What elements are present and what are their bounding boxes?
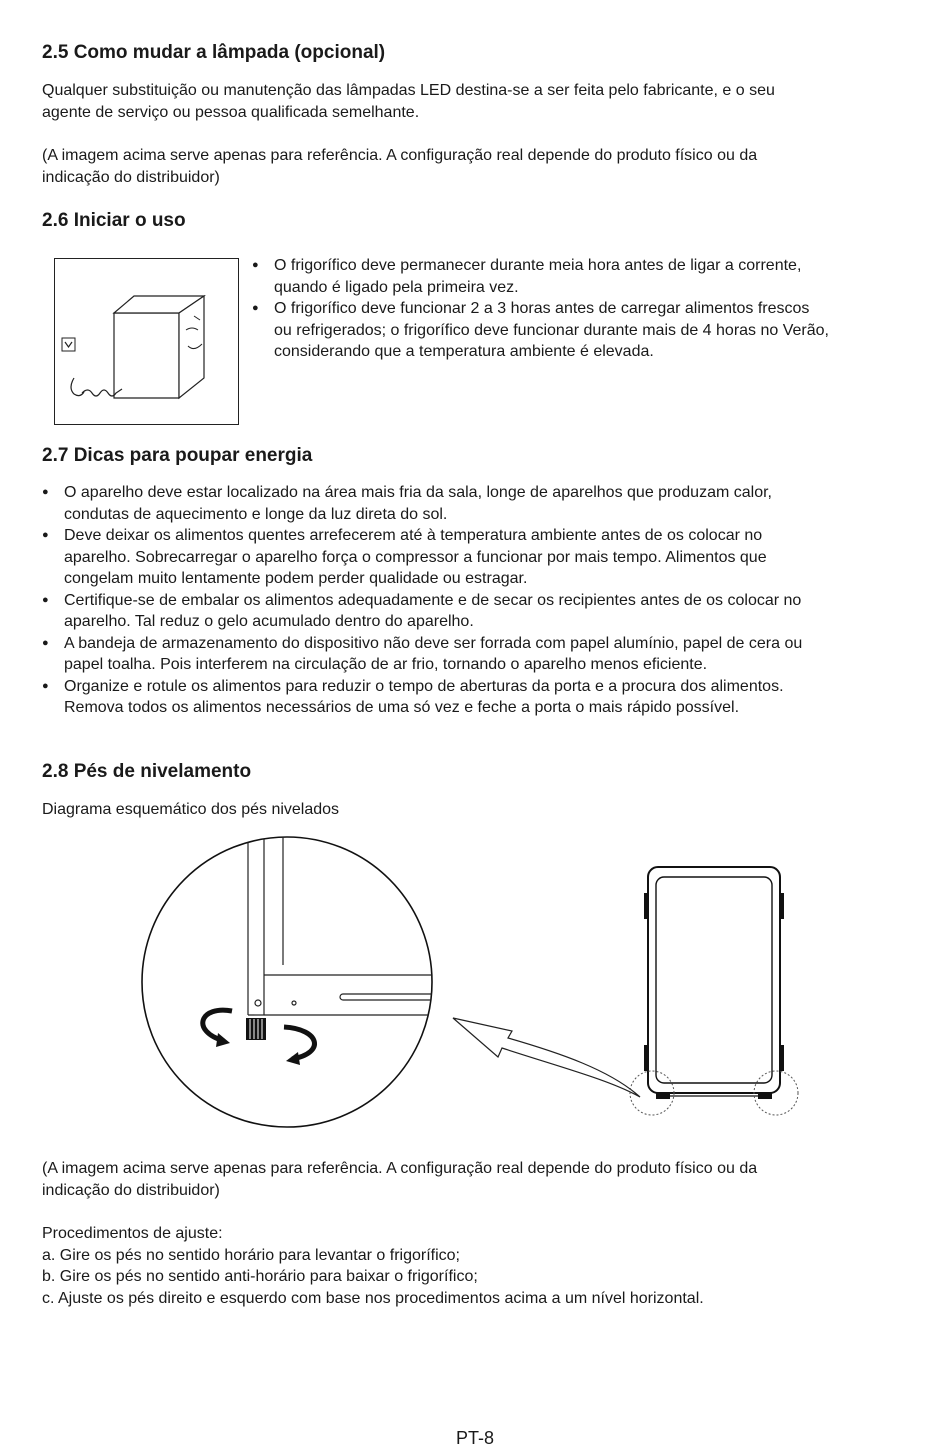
diagram-caption: Diagrama esquemático dos pés nivelados	[42, 801, 340, 818]
energy-tips-list	[42, 482, 922, 719]
text-line: (A imagem acima serve apenas para referência. A configuração real depende do produto físico ou da	[42, 147, 758, 164]
text-line: ● O frigorífico deve funcionar 2 a 3 horas antes de carregar alimentos frescos	[274, 300, 810, 317]
text-line: congelam muito lentamente podem perder qualidade ou estragar.	[64, 570, 528, 587]
procedure-step: c. Ajuste os pés direito e esquerdo com base nos procedimentos acima a um nível horizontal.	[42, 1289, 704, 1307]
text-line: Remova todos os alimentos necessários de uma só vez e feche a porta o mais rápido possível.	[64, 699, 740, 716]
text-line: indicação do distribuidor)	[42, 1181, 220, 1199]
page-number: PT-8	[455, 1428, 494, 1448]
section-2-6-heading: 2.6 Iniciar o uso	[42, 210, 186, 231]
text-line: ● O aparelho deve estar localizado na área mais fria da sala, longe de aparelhos que produzam calor,	[64, 484, 772, 501]
procedure-step: a. Gire os pés no sentido horário para levantar o frigorífico;	[42, 1246, 460, 1264]
list-item	[42, 633, 922, 676]
list-item	[42, 676, 922, 719]
leveling-feet-diagram	[140, 835, 820, 1130]
list-item	[42, 590, 922, 633]
list-item	[252, 255, 912, 298]
reference-note	[42, 1158, 902, 1201]
text-line: Qualquer substituição ou manutenção das lâmpadas LED destina-se a ser feita pelo fabricante, e o seu	[42, 82, 775, 99]
section-2-5-text	[42, 80, 902, 123]
procedures-title: Procedimentos de ajuste:	[42, 1225, 223, 1242]
text-line: aparelho. Tal reduz o gelo acumulado dentro do aparelho.	[64, 613, 474, 630]
text-line: (A imagem acima serve apenas para referência. A configuração real depende do produto físico ou da	[42, 1160, 758, 1177]
text-line: condutas de aquecimento e longe da luz direta do sol.	[64, 505, 448, 523]
text-line: papel toalha. Pois interferem na circulação de ar frio, tornando o aparelho menos eficiente.	[64, 656, 708, 673]
section-2-7-heading: 2.7 Dicas para poupar energia	[42, 445, 313, 466]
reference-note	[42, 145, 902, 188]
text-line: aparelho. Sobrecarregar o aparelho força o compressor a funcionar por mais tempo. Alimentos que	[64, 548, 767, 566]
text-line: indicação do distribuidor)	[42, 168, 220, 186]
text-line: ● A bandeja de armazenamento do dispositivo não deve ser forrada com papel alumínio, papel de cera ou	[64, 634, 803, 652]
text-line: considerando que a temperatura ambiente é elevada.	[274, 343, 654, 360]
text-line: quando é ligado pela primeira vez.	[274, 278, 519, 296]
text-line: ● O frigorífico deve permanecer durante meia hora antes de ligar a corrente,	[274, 257, 802, 274]
section-2-5-heading: 2.5 Como mudar a lâmpada (opcional)	[42, 42, 386, 63]
adjustment-procedures	[42, 1223, 704, 1309]
text-line: ● Organize e rotule os alimentos para reduzir o tempo de aberturas da porta e a procura dos alimentos.	[64, 677, 784, 695]
section-2-8-heading: 2.8 Pés de nivelamento	[42, 761, 252, 782]
list-item	[42, 482, 922, 525]
text-line: agente de serviço ou pessoa qualificada semelhante.	[42, 103, 420, 121]
text-line: ou refrigerados; o frigorífico deve funcionar durante mais de 4 horas no Verão,	[274, 321, 829, 339]
list-item	[252, 298, 912, 363]
procedure-step: b. Gire os pés no sentido anti-horário para baixar o frigorífico;	[42, 1268, 478, 1285]
text-line: ● Certifique-se de embalar os alimentos adequadamente e de secar os recipientes antes de os colocar no	[64, 591, 802, 609]
fridge-startup-illustration	[54, 258, 240, 426]
text-line: ● Deve deixar os alimentos quentes arrefecerem até à temperatura ambiente antes de os colocar no	[64, 527, 763, 544]
list-item	[42, 525, 922, 590]
startup-bullet-list	[252, 255, 912, 363]
